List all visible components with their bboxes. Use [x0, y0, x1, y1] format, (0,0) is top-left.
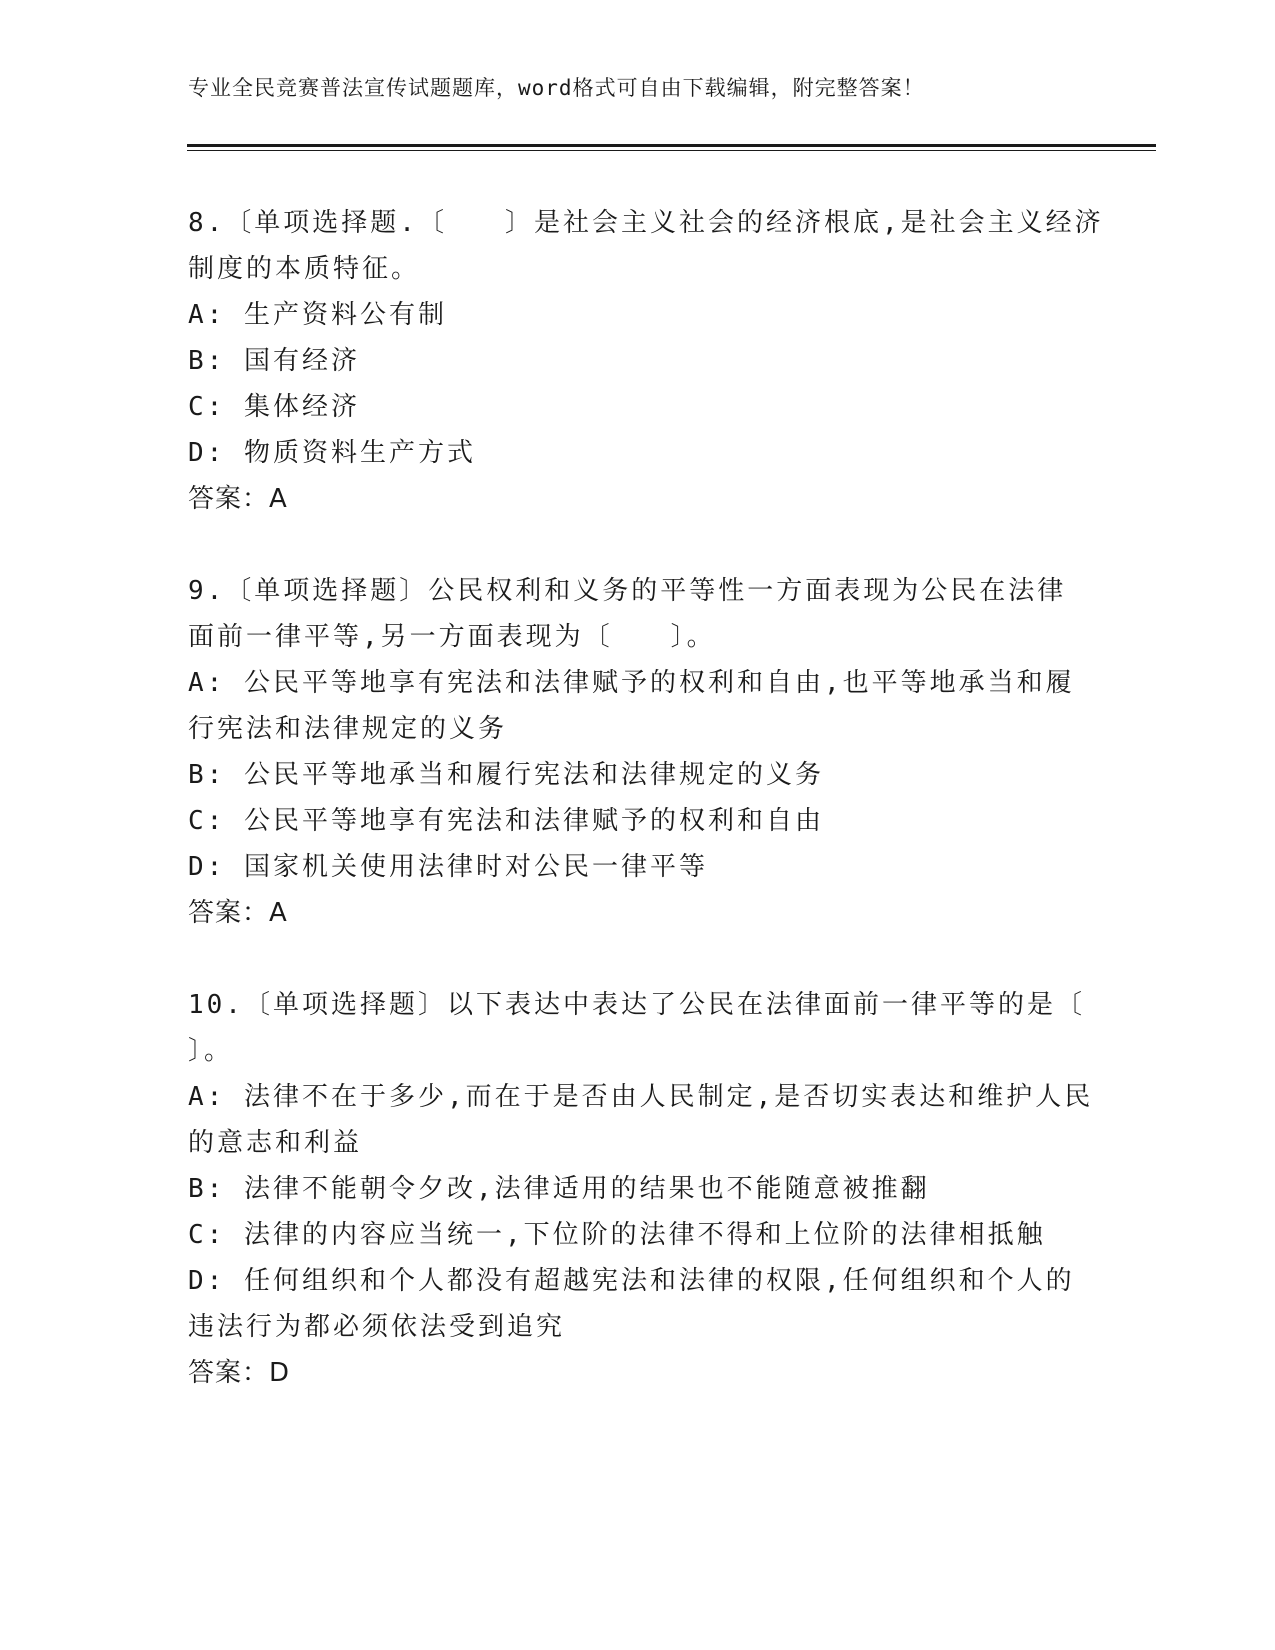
option-c: C: 集体经济 [188, 392, 360, 422]
option-b: B: 公民平等地承当和履行宪法和法律规定的义务 [188, 760, 824, 790]
question-9 [188, 568, 1088, 936]
question-10 [188, 982, 1094, 1396]
option-c: C: 公民平等地享有宪法和法律赋予的权利和自由 [188, 806, 824, 836]
answer-label: 答案：A [188, 898, 288, 928]
option-a: A: 生产资料公有制 [188, 300, 447, 330]
question-stem: 〕。 [188, 1036, 234, 1066]
question-stem: 制度的本质特征。 [188, 254, 421, 284]
page-header: 专业全民竞赛普法宣传试题题库，word格式可自由下载编辑，附完整答案！ [188, 76, 925, 100]
option-a-continued: 行宪法和法律规定的义务 [188, 714, 508, 744]
answer-label: 答案：D [188, 1358, 291, 1388]
option-a-continued: 的意志和利益 [188, 1128, 363, 1158]
question-stem: 8.〔单项选择题.〔 〕是社会主义社会的经济根底,是社会主义经济 [188, 208, 1104, 238]
header-divider-thin [187, 150, 1156, 151]
question-stem: 10.〔单项选择题〕以下表达中表达了公民在法律面前一律平等的是〔 [188, 990, 1085, 1020]
question-8 [188, 200, 1104, 522]
option-a: A: 法律不在于多少,而在于是否由人民制定,是否切实表达和维护人民 [188, 1082, 1094, 1112]
question-list [188, 200, 1104, 1442]
header-divider-thick [187, 144, 1156, 147]
option-d: D: 物质资料生产方式 [188, 438, 476, 468]
answer-label: 答案：A [188, 484, 288, 514]
option-d: D: 国家机关使用法律时对公民一律平等 [188, 852, 708, 882]
question-stem: 9.〔单项选择题〕公民权利和义务的平等性一方面表现为公民在法律 [188, 576, 1067, 606]
option-d: D: 任何组织和个人都没有超越宪法和法律的权限,任何组织和个人的 [188, 1266, 1075, 1296]
option-b: B: 法律不能朝令夕改,法律适用的结果也不能随意被推翻 [188, 1174, 930, 1204]
question-stem: 面前一律平等,另一方面表现为〔 〕。 [188, 622, 716, 652]
option-b: B: 国有经济 [188, 346, 360, 376]
option-c: C: 法律的内容应当统一,下位阶的法律不得和上位阶的法律相抵触 [188, 1220, 1046, 1250]
option-d-continued: 违法行为都必须依法受到追究 [188, 1312, 566, 1342]
option-a: A: 公民平等地享有宪法和法律赋予的权利和自由,也平等地承当和履 [188, 668, 1075, 698]
